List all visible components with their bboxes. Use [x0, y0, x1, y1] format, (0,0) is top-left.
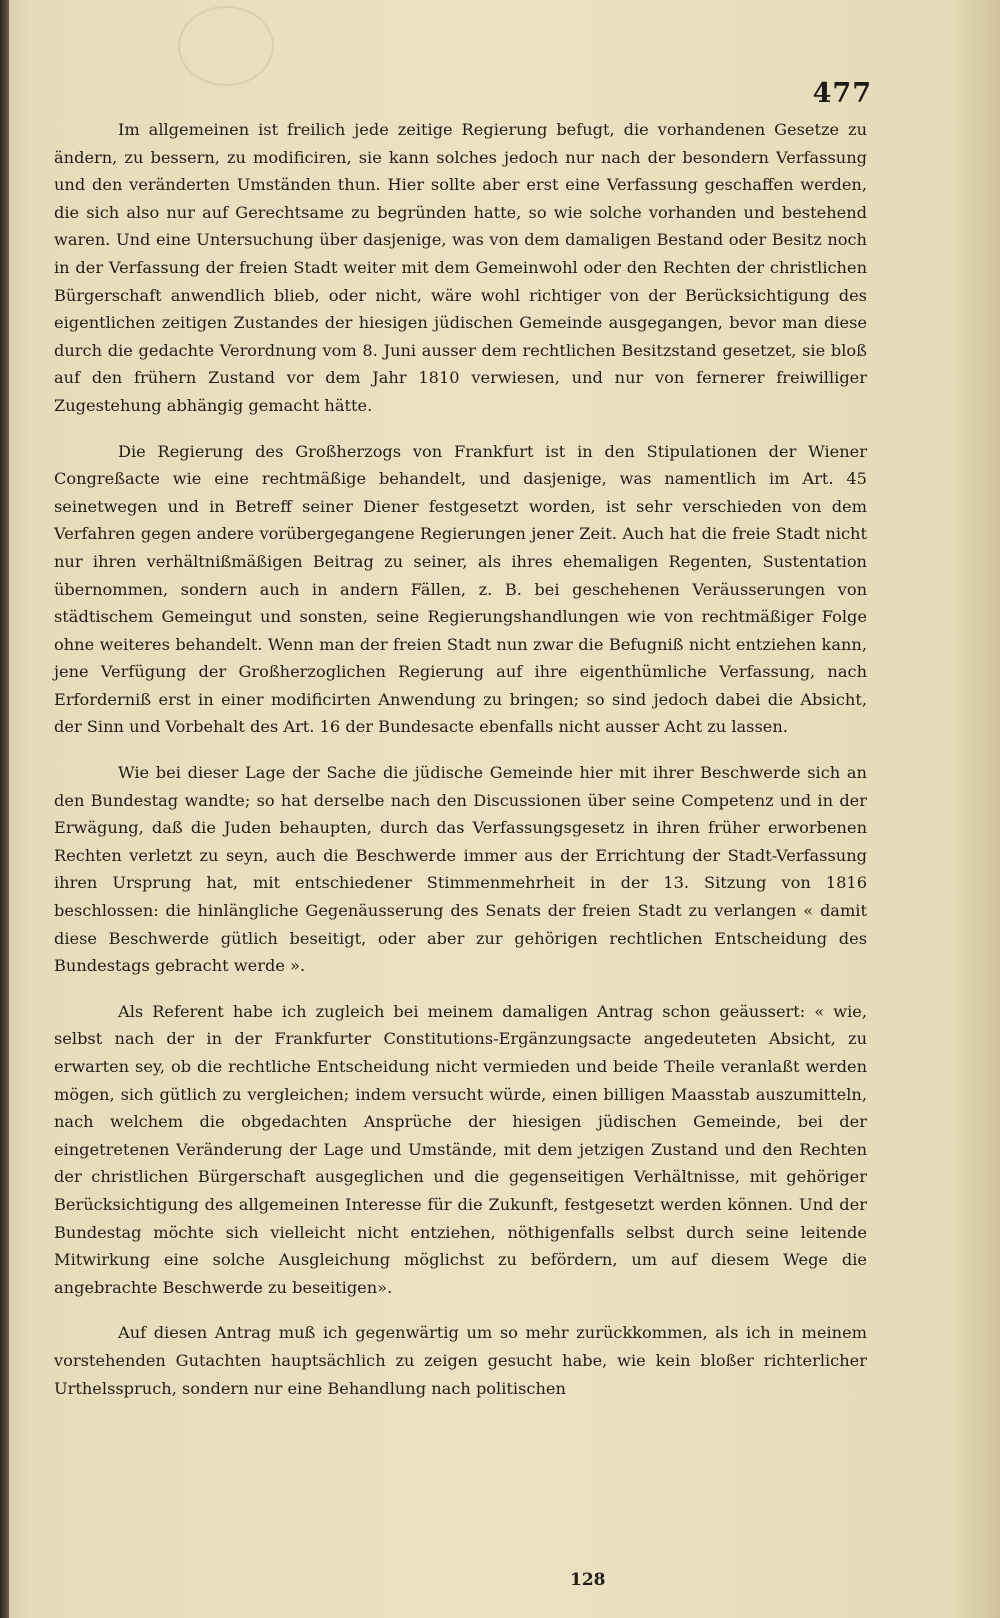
signature-mark: 128 — [570, 1570, 606, 1590]
paragraph-2: Die Regierung des Großherzogs von Frankfurt ist in den Stipulationen der Wiener Congreßacte wie eine rechtmäßige behandelt, und dasjenige, was namentlich im Art. 45 seinetwegen und in Betreff seiner Diener festgesetzt worden, ist sehr verschieden von dem Verfahren gegen andere vorübergegangene Regierungen jener Zeit. Auch hat die freie Stadt nicht nur ihren verhältnißmäßigen Beitrag zu seiner, als ihres ehemaligen Regenten, Sustentation übernommen, sondern auch in andern Fällen, z. B. bei geschehenen Veräusserungen von städtischem Gemeingut und sonsten, seine Regierungshandlungen wie von rechtmäßiger Folge ohne weiteres behandelt. Wenn man der freien Stadt nun zwar die Befugniß nicht entziehen kann, jene Verfügung der Großherzoglichen Regierung auf ihre eigenthümliche Verfassung, nach Erforderniß erst in einer modificirten Anwendung zu bringen; so sind jedoch dabei die Absicht, der Sinn und Vorbehalt des Art. 16 der Bundesacte ebenfalls nicht ausser Acht zu lassen. — [54, 441, 867, 737]
paragraph-1: Im allgemeinen ist freilich jede zeitige Regierung befugt, die vorhandenen Gesetze zu ändern, zu bessern, zu modificiren, sie kann solches jedoch nur nach der besondern Verfassung und den veränderten Umständen thun. Hier sollte aber erst eine Verfassung geschaffen werden, die sich also nur auf Gerechtsame zu begründen hatte, so wie solche vorhanden und bestehend waren. Und eine Untersuchung über dasjenige, was von dem damaligen Bestand oder Besitz noch in der Verfassung der freien Stadt weiter mit dem Gemeinwohl oder den Rechten der christlichen Bürgerschaft anwendlich blieb, oder nicht, wäre wohl richtiger von der Berücksichtigung des eigentlichen zeitigen Zustandes der hiesigen jüdischen Gemeinde ausgegangen, bevor man diese durch die gedachte Verordnung vom 8. Juni ausser dem rechtlichen Besitzstand gesetzet, sie bloß auf den frühern Zustand vor dem Jahr 1810 verwiesen, und nur von fernerer freiwilliger Zugestehung abhängig gemacht hätte. — [54, 120, 867, 415]
paragraph-3: Wie bei dieser Lage der Sache die jüdische Gemeinde hier mit ihrer Beschwerde sich an den Bundestag wandte; so hat derselbe nach den Discussionen über seine Competenz und in der Erwägung, daß die Juden behaupten, durch das Verfassungsgesetz in ihren früher erworbenen Rechten verletzt zu seyn, auch die Beschwerde immer aus der Errichtung der Stadt-Verfassung ihren Ursprung hat, mit entschiedener Stimmenmehrheit in der 13. Sitzung von 1816 beschlossen: die hinlängliche Gegenäusserung des Senats der freien Stadt zu verlangen « damit diese Beschwerde gütlich beseitigt, oder aber zur gehörigen rechtlichen Entscheidung des Bundestags gebracht werde ». — [54, 763, 867, 976]
library-stamp — [178, 6, 274, 86]
page-number: 477 — [812, 78, 872, 109]
paragraph-4: Als Referent habe ich zugleich bei meinem damaligen Antrag schon geäussert: « wie, selbst nach der in der Frankfurter Constitutions-Ergänzungsacte angedeuteten Absicht, zu erwarten sey, ob die rechtliche Entscheidung nicht vermieden und beide Theile veranlaßt werden mögen, sich gütlich zu vergleichen; indem versucht würde, einen billigen Maasstab auszumitteln, nach welchem die obgedachten Ansprüche der hiesigen jüdischen Gemeinde, bei der eingetretenen Veränderung der Lage und Umstände, mit dem jetzigen Zustand und den Rechten der christlichen Bürgerschaft ausgeglichen und die gegenseitigen Verhältnisse, mit gehöriger Berücksichtigung des allgemeinen Interesse für die Zukunft, festgesetzt werden können. Und der Bundestag möchte sich vielleicht nicht entziehen, nöthigenfalls selbst durch seine leitende Mitwirkung eine solche Ausgleichung möglichst zu befördern, um auf diesem Wege die angebrachte Beschwerde zu beseitigen». — [54, 1001, 867, 1297]
paragraph-5: Auf diesen Antrag muß ich gegenwärtig um so mehr zurückkommen, als ich in meinem vorstehenden Gutachten hauptsächlich zu zeigen gesucht habe, wie kein bloßer richterlicher Urthelsspruch, sondern nur eine Behandlung nach politischen — [54, 1323, 867, 1398]
body-text — [54, 116, 867, 1420]
